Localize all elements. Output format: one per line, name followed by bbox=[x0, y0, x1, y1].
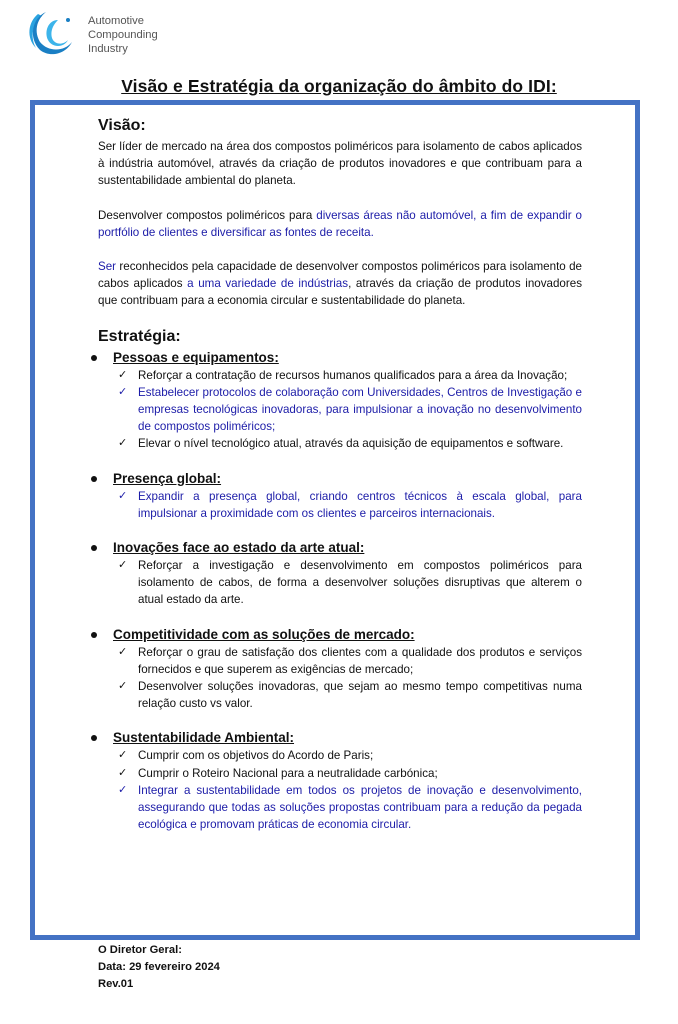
strategy-item-text: Cumprir com os objetivos do Acordo de Paris; bbox=[138, 749, 374, 763]
signatory-label: O Diretor Geral: bbox=[98, 944, 182, 956]
strategy-item bbox=[118, 384, 582, 436]
estrategia-heading: Estratégia: bbox=[98, 327, 181, 345]
strategy-item-text: Desenvolver soluções inovadoras, que sejam ao mesmo tempo competitivas numa relação custo vs valor. bbox=[138, 680, 582, 711]
strategy-section-title-text: Pessoas e equipamentos: bbox=[113, 349, 279, 365]
strategy-section-title-text: Competitividade com as soluções de mercado: bbox=[113, 626, 415, 642]
strategy-item-text: Estabelecer protocolos de colaboração com Universidades, Centros de Investigação e empresas tecnológicas inovadoras, para impulsionar a inovação no desenvolvimento de compostos poliméricos; bbox=[138, 385, 582, 434]
strategy-item-text: Integrar a sustentabilidade em todos os projetos de inovação e desenvolvimento, assegurando que todas as soluções propostas contribuam para a redução da pegada ecológica e promovam práticas de economia circular. bbox=[138, 783, 582, 832]
strategy-item-text: Elevar o nível tecnológico atual, através da aquisição de equipamentos e software. bbox=[138, 437, 564, 451]
document-title: Visão e Estratégia da organização do âmbito do IDI: bbox=[121, 76, 557, 96]
strategy-section-title-text: Sustentabilidade Ambiental: bbox=[113, 730, 295, 746]
strategy-items bbox=[118, 644, 582, 713]
strategy-item bbox=[118, 747, 582, 764]
company-name-line: Industry bbox=[88, 43, 128, 55]
strategy-items bbox=[118, 488, 582, 522]
strategy-items bbox=[118, 367, 582, 453]
visao-paragraph bbox=[98, 138, 582, 190]
bullet-icon bbox=[91, 632, 97, 638]
estrategia-sections bbox=[98, 349, 582, 834]
strategy-section bbox=[98, 626, 582, 713]
visao-paragraph bbox=[98, 258, 582, 310]
strategy-item bbox=[118, 435, 582, 452]
strategy-item bbox=[118, 488, 582, 522]
bullet-icon bbox=[91, 355, 97, 361]
checkmark-icon: ✓ bbox=[118, 680, 128, 693]
visao-paragraphs bbox=[98, 138, 582, 310]
checkmark-icon: ✓ bbox=[118, 368, 128, 381]
company-name-line: Compounding bbox=[88, 29, 158, 41]
strategy-item-text: Cumprir o Roteiro Nacional para a neutralidade carbónica; bbox=[138, 766, 438, 780]
highlighted-text: a uma variedade de indústrias bbox=[187, 277, 349, 291]
checkmark-icon: ✓ bbox=[118, 749, 128, 762]
strategy-item-text: Reforçar a investigação e desenvolvimento em compostos poliméricos para isolamento de cabos, de forma a desenvolver soluções disruptivas que alterem o atual estado da arte. bbox=[138, 559, 582, 607]
company-logo bbox=[24, 8, 78, 58]
strategy-item bbox=[118, 557, 582, 609]
strategy-items bbox=[118, 747, 582, 833]
checkmark-icon: ✓ bbox=[118, 385, 128, 398]
highlighted-text: Ser bbox=[98, 260, 117, 274]
strategy-item bbox=[118, 782, 582, 834]
strategy-item bbox=[118, 678, 582, 712]
strategy-section-title-text: Inovações face ao estado da arte atual: bbox=[113, 540, 365, 556]
text-segment: Desenvolver compostos poliméricos para bbox=[98, 208, 317, 222]
text-segment: Ser líder de mercado na área dos compostos poliméricos para isolamento de cabos aplicados à indústria automóvel, através da criação de produtos inovadores e que contribuam para a sustentabilidade ambiental do planeta. bbox=[98, 140, 582, 188]
checkmark-icon: ✓ bbox=[118, 645, 128, 658]
checkmark-icon: ✓ bbox=[118, 437, 128, 450]
strategy-item bbox=[118, 644, 582, 678]
checkmark-icon: ✓ bbox=[118, 766, 128, 779]
company-name-line: Automotive bbox=[88, 15, 144, 27]
content-body bbox=[98, 116, 582, 850]
strategy-item-text: Reforçar a contratação de recursos humanos qualificados para a área da Inovação; bbox=[138, 368, 568, 382]
checkmark-icon: ✓ bbox=[118, 559, 128, 572]
strategy-section-title bbox=[113, 539, 582, 557]
strategy-item-text: Expandir a presença global, criando centros técnicos à escala global, para impulsionar a proximidade com os clientes e parceiros internacionais. bbox=[138, 489, 582, 520]
signature-block bbox=[98, 942, 220, 993]
checkmark-icon: ✓ bbox=[118, 489, 128, 502]
highlighted-text: diversas áreas não automóvel, a fim de expandir o portfólio de clientes e diversificar as fontes de receita. bbox=[98, 208, 582, 239]
text-segment: reconhecidos pela capacidade de desenvolver compostos poliméricos para isolamento de cabos aplicados bbox=[98, 260, 582, 291]
strategy-section bbox=[98, 349, 582, 453]
strategy-section-title bbox=[113, 626, 582, 644]
strategy-item-text: Reforçar o grau de satisfação dos clientes com a qualidade dos produtos e serviços fornecidos e que superem as exigências de mercado; bbox=[138, 645, 582, 676]
strategy-section-title bbox=[113, 470, 582, 488]
bullet-icon bbox=[91, 476, 97, 482]
strategy-section bbox=[98, 470, 582, 522]
strategy-section bbox=[98, 729, 582, 833]
text-segment: , através da criação de produtos inovadores que contribuam para a economia circular e sustentabilidade do planeta. bbox=[98, 277, 582, 308]
revision-label: Rev.01 bbox=[98, 978, 134, 990]
strategy-section bbox=[98, 539, 582, 609]
strategy-section-title bbox=[113, 729, 582, 747]
strategy-item bbox=[118, 765, 582, 782]
checkmark-icon: ✓ bbox=[118, 783, 128, 796]
visao-heading: Visão: bbox=[98, 117, 146, 134]
company-name bbox=[88, 14, 158, 56]
strategy-item bbox=[118, 367, 582, 384]
date-label: Data: 29 fevereiro 2024 bbox=[98, 961, 220, 973]
strategy-section-title bbox=[113, 349, 582, 367]
strategy-items bbox=[118, 557, 582, 609]
swirl-c-logo-icon bbox=[24, 8, 78, 58]
bullet-icon bbox=[91, 545, 97, 551]
strategy-section-title-text: Presença global: bbox=[113, 470, 222, 486]
visao-paragraph bbox=[98, 207, 582, 241]
